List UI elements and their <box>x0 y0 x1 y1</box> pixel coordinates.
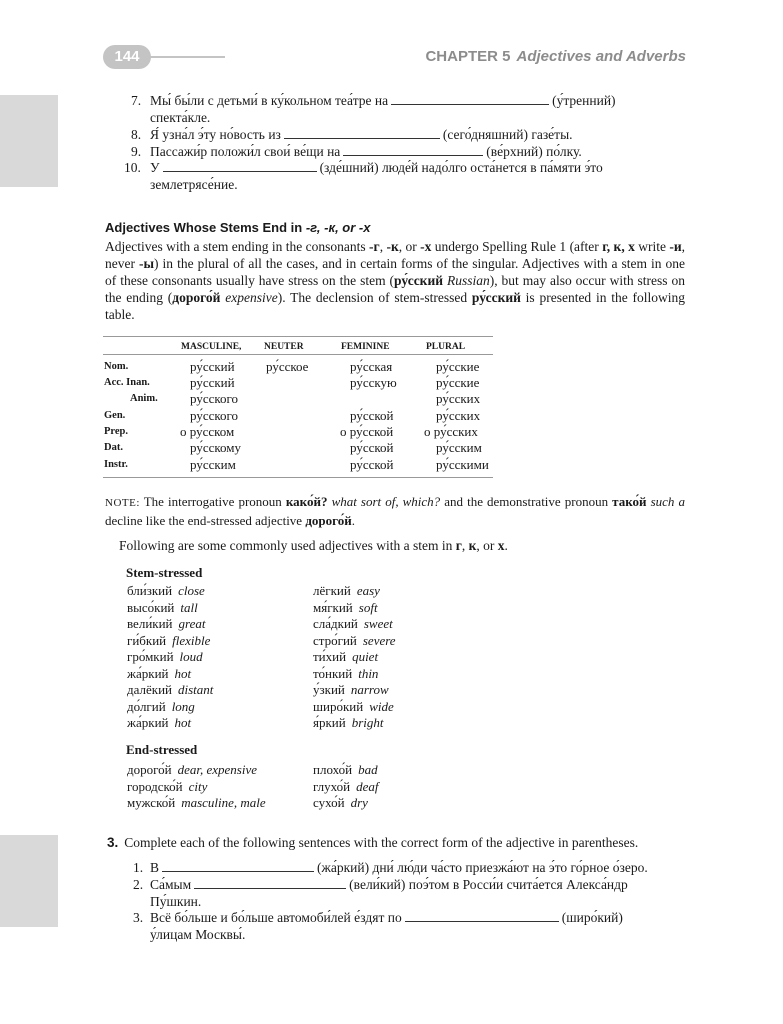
answer-blank[interactable] <box>391 93 549 105</box>
list-item: Мы́ бы́ли с детьми́ в ку́кольном теа́тре на (у́тренний) <box>150 93 616 108</box>
table-cell: ру́сская <box>350 359 393 374</box>
adjective-russian: жа́ркий <box>127 665 169 681</box>
adjective-gloss: close <box>178 583 205 598</box>
adjective-gloss: wide <box>369 698 394 714</box>
table-cell: ру́сское <box>266 359 309 374</box>
adjective-russian: далёкий <box>127 682 172 697</box>
header-rule <box>150 56 225 58</box>
case-label: Anim. <box>130 393 158 404</box>
item-number: 8. <box>131 127 142 142</box>
adjective-entry <box>313 682 389 698</box>
chapter-label: CHAPTER 5 <box>425 48 511 65</box>
note-paragraph: NOTE: The interrogative pronoun како́й? what sort of, which? and the demonstrative pronoun тако́й such a decline like the end-stressed adjective дорого́й. <box>105 494 685 528</box>
adjective-russian: жа́ркий <box>127 715 169 730</box>
adjective-russian: лёгкий <box>313 583 351 598</box>
item-continuation: землетрясе́ние. <box>150 177 238 192</box>
adjective-entry <box>127 649 203 665</box>
table-cell: ру́сских <box>436 391 481 406</box>
case-label: Dat. <box>104 442 123 453</box>
adjective-russian: плохо́й <box>313 762 353 777</box>
adjective-entry <box>127 600 198 616</box>
answer-blank[interactable] <box>405 910 559 922</box>
adjective-entry <box>313 699 394 715</box>
table-top-rule <box>103 336 493 337</box>
item-number: 3. <box>133 910 144 925</box>
adjective-russian: мя́гкий <box>313 599 353 615</box>
item-number: 7. <box>131 93 142 108</box>
table-cell: ру́сские <box>436 359 480 374</box>
adjective-entry <box>127 715 191 731</box>
exercise-number: 3. <box>107 835 119 850</box>
adjective-entry <box>127 633 210 649</box>
case-label: Instr. <box>104 459 128 470</box>
table-cell: ру́сскому <box>190 440 242 455</box>
table-cell: ру́сским <box>190 457 236 472</box>
header-feminine: FEMININE <box>341 342 390 352</box>
adjective-gloss: bad <box>358 762 378 777</box>
adjective-gloss: quiet <box>352 649 379 664</box>
table-cell: о ру́сском <box>180 424 235 439</box>
intro-paragraph: Adjectives with a stem ending in the consonants -г, -к, or -х undergo Spelling Rule 1 (after г, к, х write -и, never -ы) in the plural of all the cases, and in certain forms of the singular. Adjectives with a stem in one of these consonants usually have stress on the stem (ру́сский Russian), but may also occur with stress on the ending (дорого́й expensive). The declension of stem-stressed ру́сский is presented in the following table. <box>105 239 686 322</box>
table-cell: ру́сской <box>350 457 394 472</box>
adjective-russian: дорого́й <box>127 762 172 777</box>
adjective-russian: городско́й <box>127 778 183 794</box>
case-label: Prep. <box>104 426 129 437</box>
adjective-gloss: city <box>188 778 208 794</box>
list-item: У (зде́шний) люде́й надо́лго оста́нется в па́мяти э́то <box>150 160 603 175</box>
adjective-entry <box>127 762 257 778</box>
adjective-russian: стро́гий <box>313 632 357 648</box>
item-number: 9. <box>131 144 142 159</box>
list-item: Всё бо́льше и бо́льше автомоби́лей е́здят по (широ́кий) <box>150 910 623 925</box>
adjective-gloss: masculine, male <box>181 795 266 810</box>
side-tab-bottom <box>0 835 58 927</box>
table-bottom-rule <box>103 477 493 478</box>
header-masculine: MASCULINE, <box>181 342 242 352</box>
end-stressed-heading: End-stressed <box>126 742 198 757</box>
chapter-header <box>425 48 686 65</box>
case-label: Nom. <box>104 361 129 372</box>
adjective-gloss: hot <box>174 665 192 681</box>
adjective-gloss: deaf <box>356 778 379 794</box>
adjective-russian: то́нкий <box>313 665 353 681</box>
page-number: 144 <box>103 45 151 69</box>
table-header-rule <box>103 354 493 355</box>
adjective-russian: мужско́й <box>127 795 176 810</box>
table-cell: ру́сский <box>190 375 235 390</box>
adjective-gloss: narrow <box>350 682 389 697</box>
adjective-entry <box>127 666 191 682</box>
stem-stressed-heading: Stem-stressed <box>126 565 203 580</box>
header-neuter: NEUTER <box>264 342 304 352</box>
adjective-russian: у́зкий <box>313 682 345 697</box>
adjective-russian: глухо́й <box>313 778 351 794</box>
table-cell: ру́сский <box>190 359 235 374</box>
adjective-gloss: hot <box>174 715 192 730</box>
table-cell: ру́сскую <box>350 375 397 390</box>
adjective-russian: широ́кий <box>313 698 364 714</box>
adjective-russian: вели́кий <box>127 616 173 631</box>
adjective-entry <box>313 583 380 599</box>
adjective-gloss: bright <box>351 715 384 730</box>
adjective-gloss: long <box>171 698 195 714</box>
header-plural: PLURAL <box>426 342 466 352</box>
adjective-entry <box>127 699 195 715</box>
table-cell: о ру́сской <box>340 424 394 439</box>
answer-blank[interactable] <box>194 877 346 889</box>
answer-blank[interactable] <box>284 127 440 139</box>
item-continuation: у́лицам Москвы́. <box>150 927 246 942</box>
chapter-title: Adjectives and Adverbs <box>516 48 686 65</box>
adjective-gloss: loud <box>179 649 203 664</box>
adjective-russian: ти́хий <box>313 649 347 664</box>
adjective-gloss: dry <box>350 795 368 810</box>
answer-blank[interactable] <box>343 144 483 156</box>
table-cell: о ру́сских <box>424 424 478 439</box>
list-item: Пассажи́р положи́л свои́ ве́щи на (ве́рхний) по́лку. <box>150 144 582 159</box>
table-cell: ру́сского <box>190 391 239 406</box>
adjective-russian: ги́бкий <box>127 632 167 648</box>
answer-blank[interactable] <box>163 160 317 172</box>
adjective-gloss: easy <box>356 583 380 598</box>
adjective-entry <box>313 779 379 795</box>
adjective-entry <box>313 649 378 665</box>
adjective-entry <box>127 779 207 795</box>
adjective-gloss: tall <box>180 599 198 615</box>
exercise-3-instruction: 3. Complete each of the following sentences with the correct form of the adjective in parentheses. <box>107 835 639 850</box>
adjective-entry <box>127 795 266 811</box>
case-label: Acc. Inan. <box>104 377 150 388</box>
table-cell: ру́сской <box>350 440 394 455</box>
adjective-russian: высо́кий <box>127 599 175 615</box>
adjective-russian: до́лгий <box>127 698 166 714</box>
following-intro: Following are some commonly used adjectives with a stem in г, к, or х. <box>119 538 508 553</box>
item-continuation: спекта́кле. <box>150 110 211 125</box>
case-label: Gen. <box>104 410 126 421</box>
adjective-russian: я́ркий <box>313 715 346 730</box>
table-cell: ру́сских <box>436 408 481 423</box>
adjective-entry <box>127 616 205 632</box>
adjective-entry <box>127 583 205 599</box>
adjective-gloss: thin <box>358 665 379 681</box>
adjective-entry <box>127 682 213 698</box>
list-item: Я́ узна́л э́ту но́вость из (сего́дняшний) газе́ты. <box>150 127 573 142</box>
adjective-entry <box>313 616 393 632</box>
side-tab-top <box>0 95 58 187</box>
list-item: Са́мым (вели́кий) поэ́том в Росси́и счита́ется Алекса́ндр <box>150 877 628 892</box>
adjective-gloss: flexible <box>172 632 211 648</box>
table-cell: ру́сским <box>436 440 482 455</box>
adjective-entry <box>313 666 378 682</box>
adjective-gloss: distant <box>178 682 214 697</box>
section-heading: Adjectives Whose Stems End in -г, -к, or -х <box>105 220 371 235</box>
table-cell: ру́сскими <box>436 457 489 472</box>
adjective-gloss: soft <box>358 599 378 615</box>
list-item: В (жа́ркий) дни́ лю́ди ча́сто приезжа́ют на э́то го́рное о́зеро. <box>150 860 648 875</box>
adjective-gloss: severe <box>362 632 396 648</box>
item-continuation: Пу́шкин. <box>150 894 202 909</box>
adjective-gloss: sweet <box>363 616 393 631</box>
item-number: 10. <box>124 160 141 175</box>
adjective-gloss: dear, expensive <box>177 762 258 777</box>
adjective-russian: сухо́й <box>313 795 345 810</box>
adjective-entry <box>313 762 378 778</box>
answer-blank[interactable] <box>162 860 314 872</box>
adjective-russian: гро́мкий <box>127 649 174 664</box>
adjective-russian: сла́дкий <box>313 616 358 631</box>
table-cell: ру́сские <box>436 375 480 390</box>
adjective-entry <box>313 600 378 616</box>
item-number: 2. <box>133 877 144 892</box>
adjective-russian: бли́зкий <box>127 583 173 598</box>
table-cell: ру́сской <box>350 408 394 423</box>
adjective-entry <box>313 795 368 811</box>
item-number: 1. <box>133 860 144 875</box>
adjective-gloss: great <box>178 616 206 631</box>
table-cell: ру́сского <box>190 408 239 423</box>
adjective-entry <box>313 715 384 731</box>
adjective-entry <box>313 633 396 649</box>
